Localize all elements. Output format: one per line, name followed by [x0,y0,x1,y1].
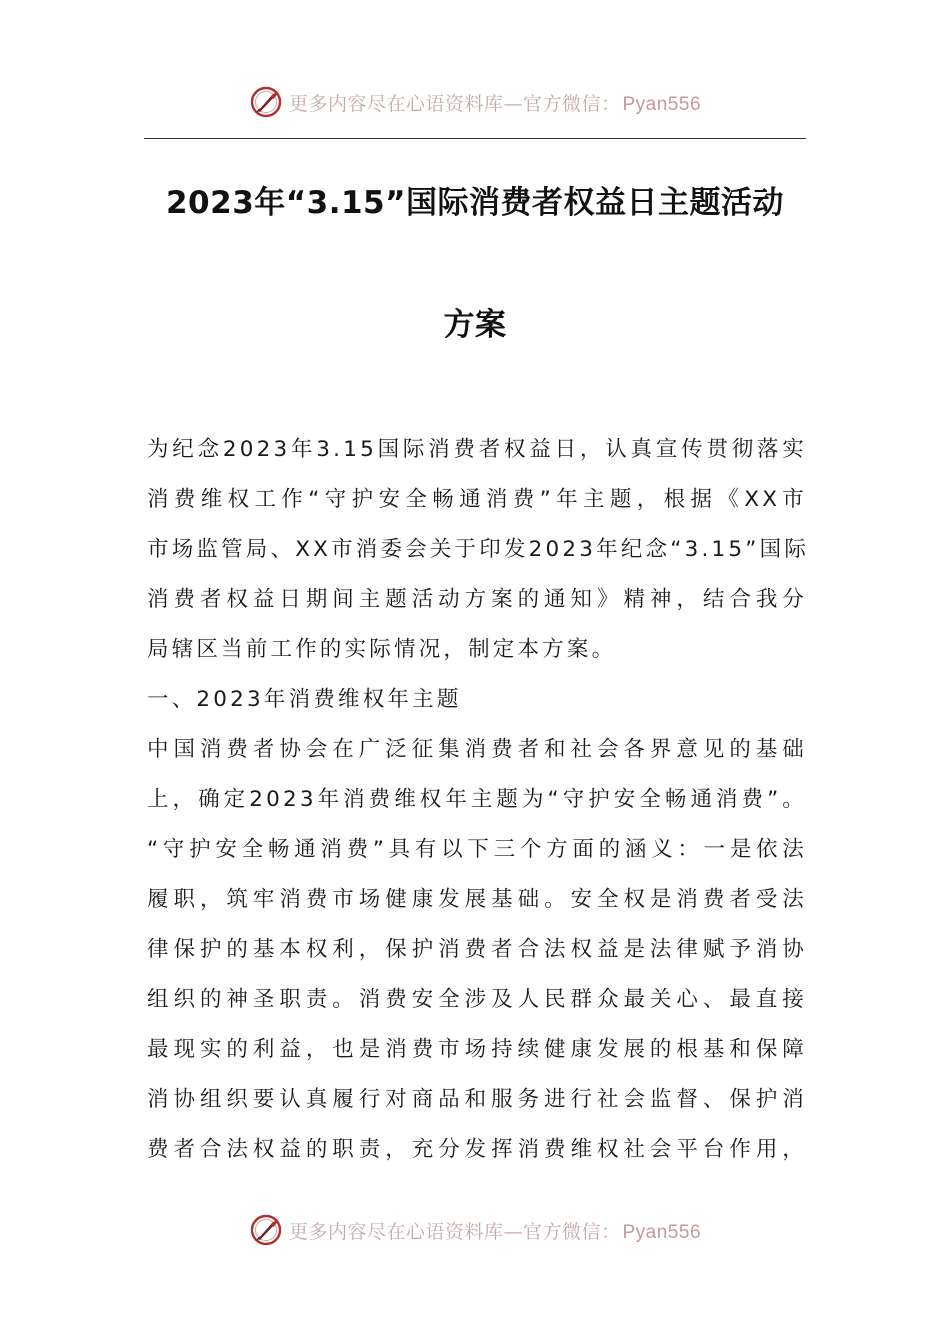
quill-logo-icon [249,1213,283,1247]
header-watermark [0,82,950,122]
header-rule [144,138,806,139]
watermark-label: 更多内容尽在心语资料库—官方微信： [288,92,621,115]
watermark-wechat-id: Pyan556 [622,93,702,115]
body-line: 局辖区当前工作的实际情况，制定本方案。 [147,637,617,662]
body-line: 组织的神圣职责。消费安全涉及人民群众最关心、最直接 [147,987,807,1012]
watermark-wechat-id: Pyan556 [622,1221,702,1243]
body-line: 市场监管局、XX市消委会关于印发2023年纪念“3.15”国际 [147,537,810,562]
body-line: 中国消费者协会在广泛征集消费者和社会各界意见的基础 [147,737,807,762]
body-line: 费者合法权益的职责，充分发挥消费维权社会平台作用， [147,1137,807,1162]
document-title-line-1: 2023年“3.15”国际消费者权益日主题活动 [165,185,784,221]
footer-watermark [0,1210,950,1250]
section-heading: 一、2023年消费维权年主题 [147,687,462,712]
body-line: 上，确定2023年消费维权年主题为“守护安全畅通消费”。 [147,787,807,812]
quill-logo-icon [249,85,283,119]
body-line: 消协组织要认真履行对商品和服务进行社会监督、保护消 [147,1087,807,1112]
body-line: 最现实的利益，也是消费市场持续健康发展的根基和保障 [147,1037,807,1062]
watermark-text [289,89,701,116]
body-line: 消费维权工作“守护安全畅通消费”年主题，根据《XX市 [147,487,807,512]
document-title-line-2: 方案 [443,307,507,343]
watermark-text [289,1217,701,1244]
document-body [147,425,810,1175]
body-line: 为纪念2023年3.15国际消费者权益日，认真宣传贯彻落实 [147,437,807,462]
body-line: 消费者权益日期间主题活动方案的通知》精神，结合我分 [147,587,807,612]
body-line: 律保护的基本权利，保护消费者合法权益是法律赋予消协 [147,937,807,962]
body-line: 履职，筑牢消费市场健康发展基础。安全权是消费者受法 [147,887,807,912]
watermark-label: 更多内容尽在心语资料库—官方微信： [288,1220,621,1243]
body-line: “守护安全畅通消费”具有以下三个方面的涵义：一是依法 [147,837,807,862]
